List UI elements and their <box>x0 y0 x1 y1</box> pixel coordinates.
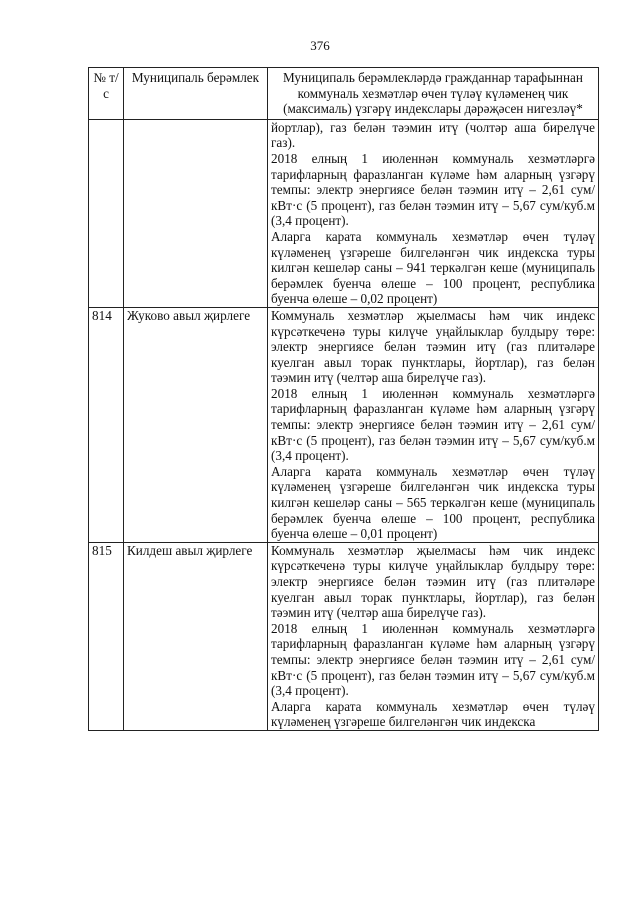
table-row <box>89 119 599 307</box>
row-paragraph: йортлар), газ белән тәэмин итү (чолтәр аша бирелүче газ). <box>271 119 595 151</box>
row-number: 814 <box>89 307 124 542</box>
row-paragraph: Аларга карата коммуналь хезмәтләр өчен түләү күләменең үзгәреше билгеләнгән чик индекска <box>271 698 595 730</box>
page-number: 376 <box>310 38 330 53</box>
row-description <box>268 119 599 307</box>
row-municipality <box>124 119 268 307</box>
municipal-index-table <box>88 67 599 731</box>
row-municipality: Жуково авыл җирлеге <box>124 307 268 542</box>
row-paragraph: 2018 елның 1 июленнән коммуналь хезмәтләргә тарифларның фаразланган күләме һәм аларның үзгәрү темпы: электр энергиясе белән тәэмин итү – 2,61 сум/кВт·с (5 процент), газ белән тәэмин итү – 5,67 сум/куб.м (3,4 процент). <box>271 620 595 699</box>
row-description <box>268 542 599 730</box>
row-paragraph: Коммуналь хезмәтләр җыелмасы һәм чик индекс күрсәткеченә туры килүче уңайлыклар булдыру төре: электр энергиясе белән тәэмин итү (газ плитәләре куелган авыл торак пунктлары, йортлар), газ белән тәэмин итү (челтәр аша бирелүче газ). <box>271 542 595 621</box>
table-header-row <box>89 68 599 120</box>
header-number: № т/с <box>89 68 124 120</box>
row-description <box>268 307 599 542</box>
table-row <box>89 542 599 730</box>
row-municipality: Килдеш авыл җирлеге <box>124 542 268 730</box>
header-municipality: Муниципаль берәмлек <box>124 68 268 120</box>
row-paragraph: Аларга карата коммуналь хезмәтләр өчен түләү күләменең үзгәреше билгеләнгән чик индекска туры килгән кешеләр саны – 941 теркәлгән кеше (муниципаль берәмлек буенча өлеше – 100 процент, республика буенча өлеше – 0,02 процент) <box>271 228 595 307</box>
row-paragraph: Аларга карата коммуналь хезмәтләр өчен түләү күләменең үзгәреше билгеләнгән чик индекска туры килгән кешеләр саны – 565 теркәлгән кеше (муниципаль берәмлек буенча өлеше – 100 процент, республика буенча өлеше – 0,01 процент) <box>271 463 595 542</box>
row-paragraph: 2018 елның 1 июленнән коммуналь хезмәтләргә тарифларның фаразланган күләме һәм аларның үзгәрү темпы: электр энергиясе белән тәэмин итү – 2,61 сум/кВт·с (5 процент), газ белән тәэмин итү – 5,67 сум/куб.м (3,4 процент). <box>271 150 595 229</box>
row-paragraph: Коммуналь хезмәтләр җыелмасы һәм чик индекс күрсәткеченә туры килүче уңайлыклар булдыру төре: электр энергиясе белән тәэмин итү (газ плитәләре куелган авыл торак пунктлары, йортлар), газ белән тәэмин итү (челтәр аша бирелүче газ). <box>271 307 595 386</box>
row-paragraph: 2018 елның 1 июленнән коммуналь хезмәтләргә тарифларның фаразланган күләме һәм аларның үзгәрү темпы: электр энергиясе белән тәэмин итү – 2,61 сум/кВт·с (5 процент), газ белән тәэмин итү – 5,67 сум/куб.м (3,4 процент). <box>271 385 595 464</box>
row-number: 815 <box>89 542 124 730</box>
row-number <box>89 119 124 307</box>
header-justification: Муниципаль берәмлекләрдә гражданнар тарафыннан коммуналь хезмәтләр өчен түләү күләменең чик (максималь) үзгәрү индекслары дәрәҗәсен нигезләү* <box>268 68 599 120</box>
table-row <box>89 307 599 542</box>
